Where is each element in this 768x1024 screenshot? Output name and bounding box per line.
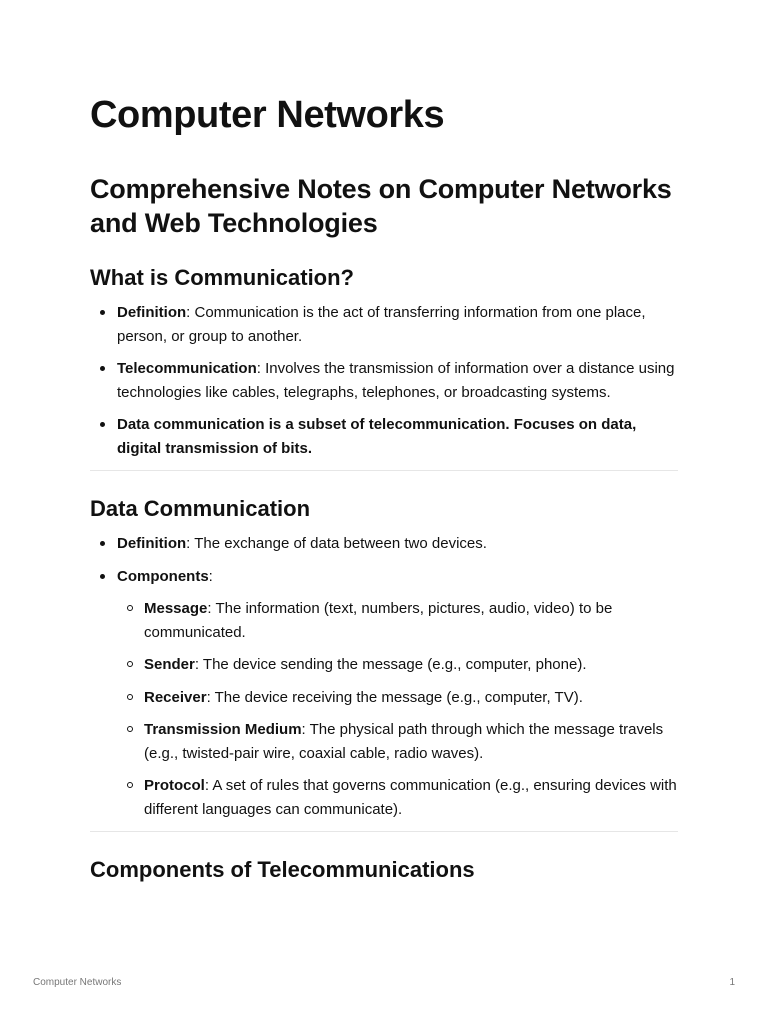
section-heading: Components of Telecommunications [90,857,475,882]
sublist-item-text: : The physical path through which the message travels (e.g., twisted-pair wire, coaxial cable, radio waves). [144,721,664,762]
list-item [90,357,678,404]
bullet-list [90,301,678,460]
sublist-item-term: Receiver [144,688,207,706]
list-item-text: : [208,567,213,585]
sublist-item [117,774,678,821]
section-what-is-communication [90,264,678,460]
list-item [90,301,678,348]
list-item [90,532,678,556]
bullet-list [90,532,678,821]
section-data-communication [90,495,678,821]
footer-document-title: Computer Networks [33,977,122,988]
divider [90,470,678,471]
list-item-text: : Involves the transmission of information over a distance using technologies like cables, telegraphs, telephones, or broadcasting systems. [117,360,675,401]
sublist-item-text: : The information (text, numbers, pictures, audio, video) to be communicated. [144,600,613,641]
sublist-item-text: : The device sending the message (e.g., computer, phone). [194,656,587,673]
section-heading: Data Communication [90,496,311,521]
list-item [90,413,678,460]
list-item-term: Components [117,567,209,585]
list-item-term: Definition [117,304,187,321]
components-sublist [117,597,678,821]
list-item-bold-text: Data communication is a subset of telecommunication. Focuses on data, digital transmission of bits. [117,416,637,457]
section-heading: What is Communication? [90,265,354,290]
page-number: 1 [729,977,735,988]
list-item [90,565,678,822]
sublist-item-text: : The device receiving the message (e.g., computer, TV). [206,688,583,706]
list-item-term: Telecommunication [117,360,257,377]
list-item-text: : Communication is the act of transferring information from one place, person, or group to another. [117,304,646,345]
section-components-of-telecommunications [90,856,678,884]
sublist-item-text: : A set of rules that governs communication (e.g., ensuring devices with different languages can communicate). [144,777,677,818]
sublist-item [117,597,678,644]
sublist-item [117,653,678,677]
document-page [90,92,678,884]
divider [90,831,678,832]
document-title: Computer Networks [90,94,445,136]
sublist-item-term: Transmission Medium [144,721,302,738]
sublist-item-term: Sender [144,656,195,673]
document-subtitle: Comprehensive Notes on Computer Networks and Web Technologies [90,174,672,238]
sublist-item-term: Protocol [144,777,205,794]
sublist-item [117,686,678,710]
sublist-item [117,718,678,765]
list-item-term: Definition [117,535,187,552]
list-item-text: : The exchange of data between two devices. [186,535,487,552]
page-footer [33,976,735,990]
sublist-item-term: Message [144,600,208,617]
